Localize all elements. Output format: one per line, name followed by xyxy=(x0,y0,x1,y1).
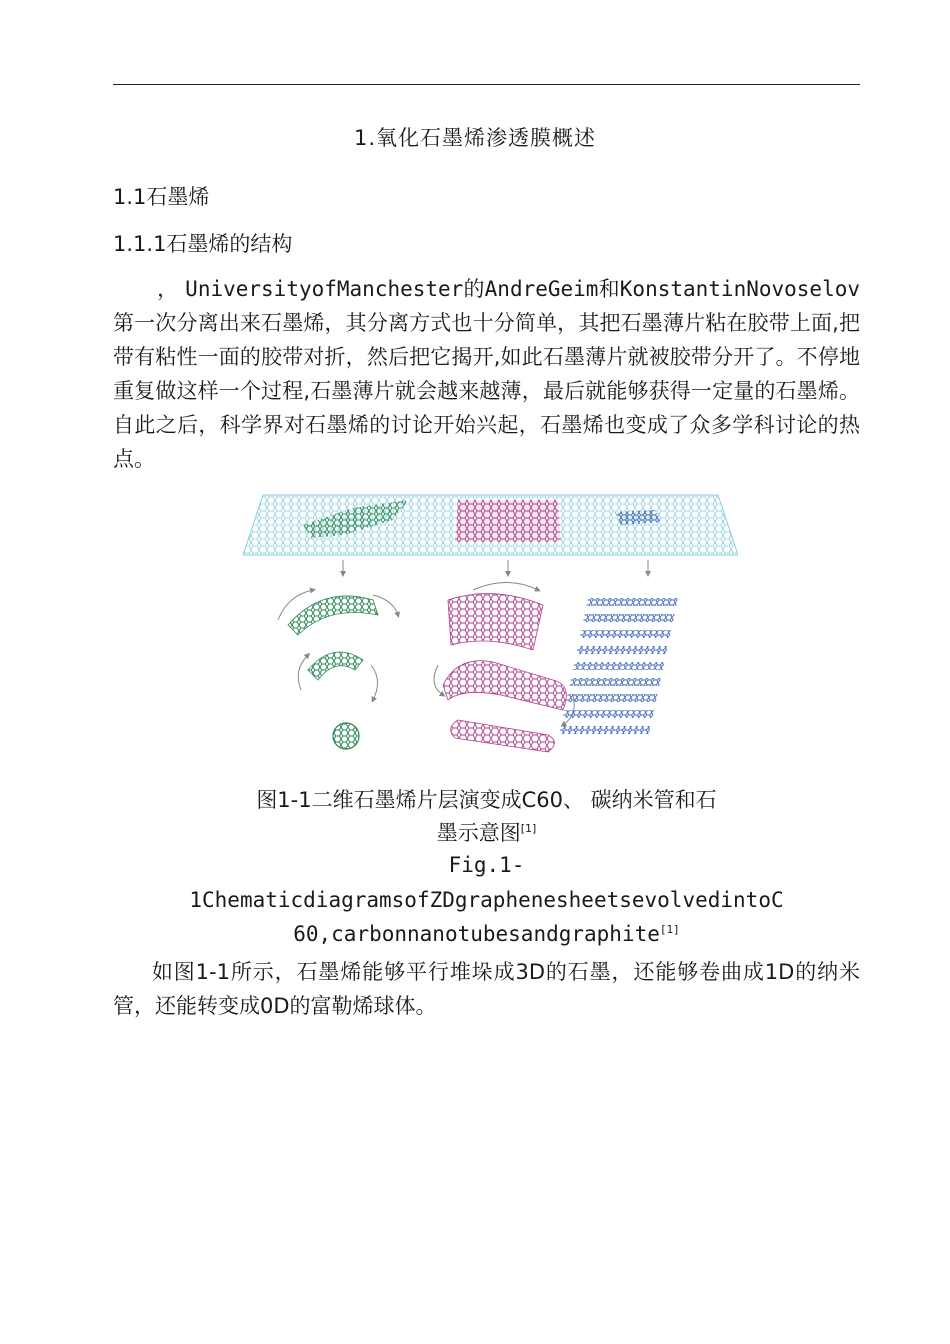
nanotube-evolution xyxy=(434,583,574,753)
para-de: 的 xyxy=(463,277,485,301)
caption-en-ref: [1] xyxy=(659,923,680,936)
figure-caption-en-line1: Fig.1- xyxy=(448,853,525,877)
graphene-figure xyxy=(243,490,738,765)
para2-body: 如图1-1所示，石墨烯能够平行堆垛成3D的石墨，还能够卷曲成1D的纳米管，还能转变成0D的富勒烯球体。 xyxy=(113,960,860,1018)
para-he: 和 xyxy=(598,277,620,301)
para-prefix: ， xyxy=(157,277,179,301)
scientist-name-2: KonstantinNovoselov xyxy=(619,277,860,301)
graphene-sheet xyxy=(243,495,738,555)
figure-caption-cn-line2 xyxy=(113,817,860,847)
para-body: 第一次分离出来石墨烯，其分离方式也十分简单，其把石墨薄片粘在胶带上面,把带有粘性一面的胶带对折，然后把它揭开,如此石墨薄片就被胶带分开了。不停地重复做这样一个过程,石墨薄片就会越来越薄，最后就能够获得一定量的石墨烯。自此之后，科学界对石墨烯的讨论开始兴起，石墨烯也变成了众多学科讨论的热点。 xyxy=(113,311,860,471)
paragraph-intro xyxy=(113,272,860,476)
graphite-stack xyxy=(559,598,678,734)
figure-caption-en-line2: 1ChematicdiagramsofZDgraphenesheetsevolvedintoC xyxy=(189,888,784,912)
paragraph-figure-description xyxy=(113,955,860,1023)
page-title: 1.氧化石墨烯渗透膜概述 xyxy=(353,126,597,150)
caption-cn-ref: [1] xyxy=(520,822,537,835)
section-heading: 1.1石墨烯 xyxy=(113,185,210,209)
figure-caption-cn-line1: 图1-1二维石墨烯片层演变成C60、 碳纳米管和石 xyxy=(256,788,717,812)
university-name: UniversityofManchester xyxy=(185,277,464,301)
fullerene-evolution xyxy=(278,590,398,749)
scientist-name-1: AndreGeim xyxy=(484,277,599,301)
down-arrows xyxy=(343,560,648,574)
caption-cn-text: 墨示意图 xyxy=(436,821,521,845)
figure-caption-en-line3 xyxy=(113,922,860,946)
caption-en-text: 60,carbonnanotubesandgraphite xyxy=(293,922,660,946)
header-rule xyxy=(113,84,860,85)
subsection-heading: 1.1.1石墨烯的结构 xyxy=(113,232,293,256)
